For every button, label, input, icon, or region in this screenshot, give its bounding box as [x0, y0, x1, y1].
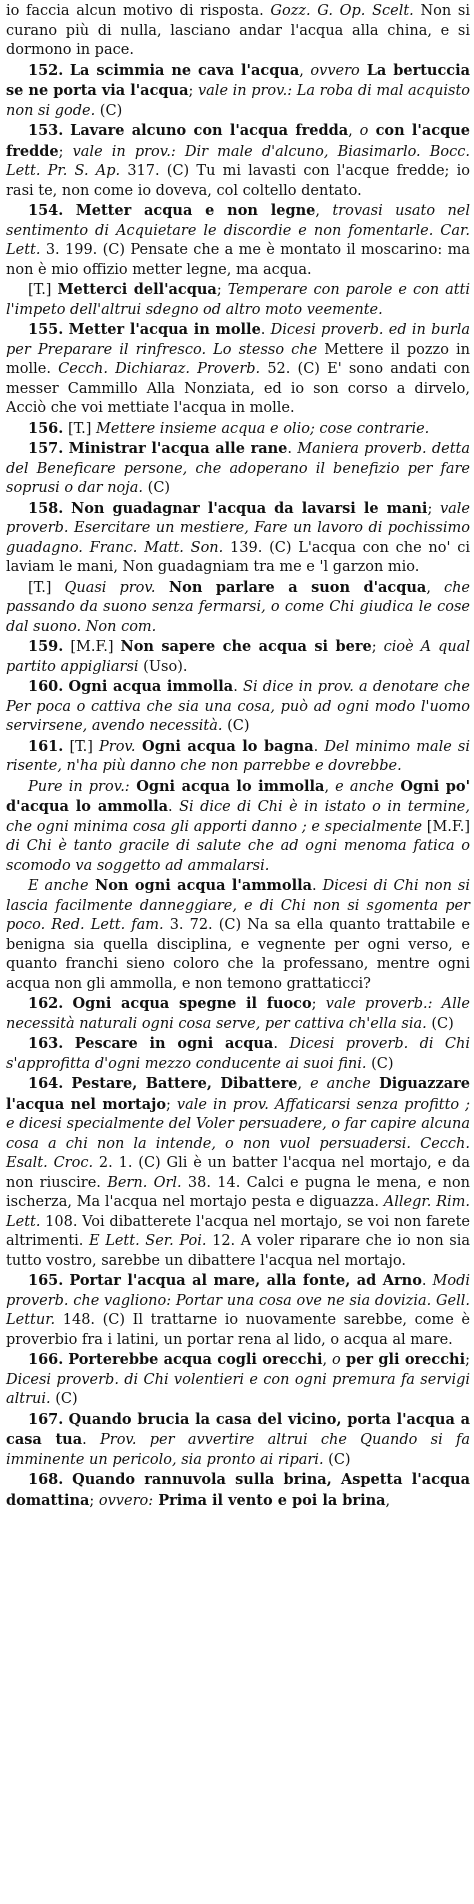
entry-definition: di Chi è tanto gracile di salute che ad ogni menoma fatica o scomodo va soggetto ad ammalarsi. [6, 838, 470, 874]
entry-text: (C) [366, 1055, 394, 1072]
entry-number: 153. [28, 122, 64, 139]
entry-definition: vale proverb.: Alle necessità naturali ogni cosa serve, per cattiva ch'ella sia. [6, 996, 471, 1032]
entry-headword: Portar l'acqua al mare, alla fonte, ad Arno [69, 1272, 422, 1289]
entry-definition: ovvero [310, 62, 360, 79]
dictionary-page [6, 2, 470, 1511]
entry-definition: Pure in prov.: [28, 778, 130, 795]
entry-definition: Si dice in prov. a denotare che Per poca o cattiva che sia una cosa, può ad ogni modo l'uomo servirsene, avendo necessità. [6, 679, 470, 734]
entry-number: 158. [28, 499, 64, 517]
entry-headword: Metter acqua e non legne [75, 202, 316, 219]
entry-headword: La scimmia ne cava l'acqua [69, 61, 300, 79]
entry-text: . [233, 679, 244, 695]
entry-definition: E anche [28, 878, 89, 894]
dictionary-entry-159 [6, 637, 470, 677]
dictionary-entry-167 [6, 1410, 470, 1471]
entry-text: ; [166, 1096, 177, 1113]
entry-headword: Non parlare a suon d'acqua [155, 578, 427, 596]
entry-number: 161. [28, 737, 64, 755]
entry-text: 12. A voler riparare che io non sia tutto vostro, sarebbe un dibattere l'acqua nel mortajo. [6, 1233, 471, 1269]
entry-definition: Temperare con parole e con atti l'impeto dell'altrui sdegno od altro moto veemente. [6, 282, 471, 318]
entry-text: Non si curano più di nulla, lasciano andar l'acqua alla china, e si dormono in pace. [6, 3, 470, 58]
entry-text: . [273, 1036, 290, 1052]
entry-number: 168. [28, 1471, 64, 1488]
dictionary-entry-153 [6, 121, 470, 201]
entry-definition: Allegr. Rim. Lett. [6, 1194, 470, 1230]
dictionary-entry-158 [6, 499, 470, 578]
entry-number: 154. [28, 202, 64, 219]
entry-text: . [421, 1273, 433, 1289]
entry-headword: per gli orecchi [340, 1351, 466, 1368]
entry-text: ; [188, 83, 198, 99]
entry-definition: cioè A qual partito appigliarsi [6, 639, 470, 675]
entry-headword: Non guadagnar l'acqua da lavarsi le mani [70, 499, 428, 517]
entry-headword: Non ogni acqua l'ammolla [88, 877, 312, 894]
entry-headword: Non sapere che acqua si bere [120, 638, 372, 655]
entry-definition: Prov. per avvertire altrui che Quando si fa imminente un pericolo, sia pronto ai ripari. [6, 1432, 470, 1468]
entry-definition: Maniera proverb. detta del Beneficare persone, che adoperano il benefizio per fare soprusi o dar noja. [6, 441, 471, 496]
entry-definition: Si dice di Chi è in istato o in termine, che ogni minima cosa gli apporti danno ; e specialmente [6, 799, 471, 835]
entry-text: , [426, 579, 444, 596]
entry-text: 317. (C) Tu mi lavasti con l'acque fredde; io rasi te, non come io doveva, col coltello dentato. [6, 163, 470, 199]
entry-headword: Quando brucia la casa del vicino, porta l'acqua a casa tua [6, 1410, 470, 1448]
dictionary-entry-165 [6, 1271, 470, 1350]
entry-definition: vale proverb. Esercitare un mestiere, Fare un lavoro di pochissimo guadagno. Franc. Matt. Son. [6, 500, 471, 556]
entry-text: 3. 199. (C) Pensate che a me è montato il moscarino: ma non è mio offizio metter legne, ma acqua. [6, 242, 470, 278]
entry-text: (C) [143, 480, 171, 496]
entry-text: . [168, 799, 180, 815]
entry-definition: Del minimo male si risente, n'ha più danno che non parrebbe e dovrebbe. [6, 738, 470, 774]
dictionary-entry-paragraph [6, 2, 470, 61]
entry-headword: Lavare alcuno con l'acqua fredda [70, 122, 349, 139]
entry-definition: e anche [310, 1076, 371, 1092]
entry-definition: Quasi prov. [64, 579, 156, 596]
entry-headword: Ogni acqua lo immolla [129, 777, 325, 795]
entry-definition: Dicesi di Chi non si lascia facilmente danneggiare, e di Chi non si sgomenta per poco. Red. Lett. fam. [6, 878, 471, 933]
entry-text: 108. Voi dibatterete l'acqua nel mortajo, se voi non farete altrimenti. [6, 1213, 470, 1249]
entry-text: , [324, 778, 336, 795]
entry-text: 52. (C) E' sono andati con messer Cammillo Alla Nonziata, ed io son corso a dirvelo, Acciò che voi mettiate l'acqua in molle. [6, 361, 470, 416]
entry-definition: ovvero: [98, 1492, 154, 1509]
entry-definition: Modi proverb. che vagliono: Portar una cosa ove ne sia dovizia. Gell. Lettur. [6, 1273, 471, 1328]
entry-text: , [322, 1352, 332, 1368]
entry-definition: Dicesi proverb. di Chi volentieri e con ogni premura fa servigi altrui. [6, 1371, 470, 1407]
entry-text: 3. 72. (C) Na sa ella quanto trattabile e benigna sia quella disciplina, e vegnente per ogni verso, e quanto franchi sieno coloro che la professano, mentre ogni acqua non gli ammolla, e non temono grattaticci? [6, 917, 470, 992]
entry-number: 162. [28, 995, 64, 1012]
entry-number: 167. [28, 1410, 64, 1428]
entry-text: . [287, 441, 298, 457]
entry-text: ; [371, 639, 384, 655]
entry-number: 152. [28, 61, 64, 79]
entry-text: . [312, 878, 323, 894]
entry-definition: vale in prov. Affaticarsi senza profitto ; e dicesi specialmente del Voler persuadere, o far capire alcuna cosa a chi non la intende, o non vuol persuadersi. Cecch. Esalt. Croc. [6, 1096, 470, 1171]
entry-headword: Ogni acqua spegne il fuoco [72, 995, 312, 1012]
entry-text: . [260, 322, 271, 338]
dictionary-entry-155 [6, 320, 470, 419]
entry-definition: Mettere insieme acqua e olio; cose contrarie. [96, 420, 430, 437]
entry-number: 166. [28, 1351, 64, 1368]
dictionary-entry-152 [6, 61, 470, 122]
entry-number: 163. [28, 1035, 64, 1052]
entry-text: (C) [50, 1391, 78, 1407]
dictionary-entry-157 [6, 439, 470, 499]
dictionary-entry-164 [6, 1074, 470, 1271]
entry-definition: che passando da suono senza fermarsi, o come Chi giudica le cose dal suono. Non com. [6, 579, 470, 635]
entry-headword: Porterebbe acqua cogli orecchi [68, 1351, 323, 1368]
entry-text: 139. (C) L'acqua con che no' ci laviam le mani, Non guadagniam tra me e 'l garzon mio. [6, 539, 470, 575]
entry-definition: Bern. Orl. [107, 1174, 182, 1191]
entry-definition: vale in prov.: La roba di mal acquisto non si gode. [6, 83, 471, 119]
entry-text: ; [427, 500, 440, 517]
dictionary-entry-156 [6, 419, 470, 440]
entry-text: , [297, 1076, 311, 1092]
entry-number: 156. [28, 419, 64, 437]
entry-headword: Ogni po' d'acqua lo ammolla [6, 777, 471, 815]
entry-definition: vale in prov.: Dir male d'alcuno, Biasimarlo. Bocc. Lett. Pr. S. Ap. [6, 143, 470, 179]
entry-text: [M.F.] [70, 639, 121, 655]
entry-headword: con l'acque fredde [6, 122, 470, 160]
entry-definition: Cecch. Dichiaraz. Proverb. [58, 361, 261, 377]
entry-text: . [313, 738, 325, 755]
entry-text: [T.] [67, 420, 97, 437]
entry-headword: La bertuccia se ne porta via l'acqua [6, 61, 471, 99]
entry-text: ; [58, 143, 73, 160]
entry-text: (Uso). [138, 658, 188, 675]
entry-text: ; [311, 996, 326, 1012]
entry-headword: Metter l'acqua in molle [68, 321, 261, 338]
entry-text: ; [216, 282, 228, 298]
dictionary-entry-paragraph [6, 876, 470, 994]
dictionary-entry-168 [6, 1470, 470, 1511]
entry-text: [M.F.] [422, 818, 470, 835]
entry-text: , [315, 203, 333, 219]
entry-number: 155. [28, 321, 64, 338]
dictionary-entry-163 [6, 1034, 470, 1074]
entry-text: ; [465, 1352, 470, 1368]
entry-number: 159. [28, 638, 64, 655]
dictionary-entry-161 [6, 737, 470, 777]
entry-headword: Metterci dell'acqua [57, 281, 217, 298]
entry-number: 157. [28, 440, 64, 457]
entry-text: [T.] [69, 738, 100, 755]
entry-text: Mettere il pozzo in molle. [6, 341, 470, 377]
entry-definition: trovasi usato nel sentimento di Acquietare le discordie e non fomentarle. Car. Lett. [6, 203, 471, 258]
entry-definition: E Lett. Ser. Poi. [89, 1233, 207, 1249]
entry-text: 148. (C) Il trattarne io nuovamente sarebbe, come è proverbio fra i latini, un portar rena al lido, o acqua al mare. [6, 1312, 470, 1348]
entry-headword: Ministrar l'acqua alle rane [68, 440, 288, 457]
entry-headword: Quando rannuvola sulla brina, Aspetta l'acqua domattina [6, 1471, 470, 1509]
dictionary-entry-paragraph [6, 280, 470, 320]
dictionary-entry-166 [6, 1350, 470, 1410]
entry-text: 38. 14. Calci e pugna le mena, e non ischerza, Ma l'acqua nel mortajo pesta e diguazza. [6, 1174, 470, 1210]
entry-headword: Prima il vento e poi la brina [153, 1491, 386, 1509]
dictionary-entry-162 [6, 994, 470, 1034]
entry-text: [T.] [28, 282, 58, 298]
entry-text: (C) [426, 1015, 454, 1032]
entry-definition: Dicesi proverb. ed in burla per Preparare il rinfresco. Lo stesso che [6, 322, 470, 358]
entry-text: , [299, 62, 311, 79]
entry-definition: Gozz. G. Op. Scelt. [270, 3, 414, 19]
entry-definition: Dicesi proverb. di Chi s'approfitta d'ogni mezzo conducente ai suoi fini. [6, 1036, 471, 1072]
entry-definition: e anche [335, 778, 394, 795]
entry-text: , [385, 1492, 391, 1509]
entry-definition: Prov. [99, 738, 136, 755]
dictionary-entry-160 [6, 677, 470, 737]
dictionary-entry-paragraph [6, 578, 470, 638]
dictionary-entry-154 [6, 201, 470, 280]
entry-definition: o [359, 123, 369, 139]
entry-headword: Diguazzare l'acqua nel mortajo [6, 1075, 471, 1113]
entry-headword: Pescare in ogni acqua [74, 1035, 274, 1052]
entry-text: 2. 1. (C) Gli è un batter l'acqua nel mortajo, e da non riuscire. [6, 1155, 470, 1191]
entry-text: ; [89, 1492, 99, 1509]
entry-number: 165. [28, 1272, 64, 1289]
entry-text: io faccia alcun motivo di risposta. [6, 3, 271, 19]
entry-text: [T.] [28, 579, 65, 596]
entry-text: (C) [95, 102, 123, 119]
entry-text: , [348, 123, 360, 139]
entry-number: 160. [28, 678, 64, 695]
entry-text: (C) [323, 1451, 351, 1468]
entry-headword: Pestare, Battere, Dibattere [71, 1075, 298, 1092]
entry-headword: Ogni acqua lo bagna [135, 737, 314, 755]
entry-number: 164. [28, 1075, 64, 1092]
entry-text: (C) [222, 718, 250, 734]
entry-text: . [82, 1432, 100, 1448]
entry-definition: o [332, 1352, 341, 1368]
entry-headword: Ogni acqua immolla [68, 678, 234, 695]
dictionary-entry-paragraph [6, 777, 470, 877]
